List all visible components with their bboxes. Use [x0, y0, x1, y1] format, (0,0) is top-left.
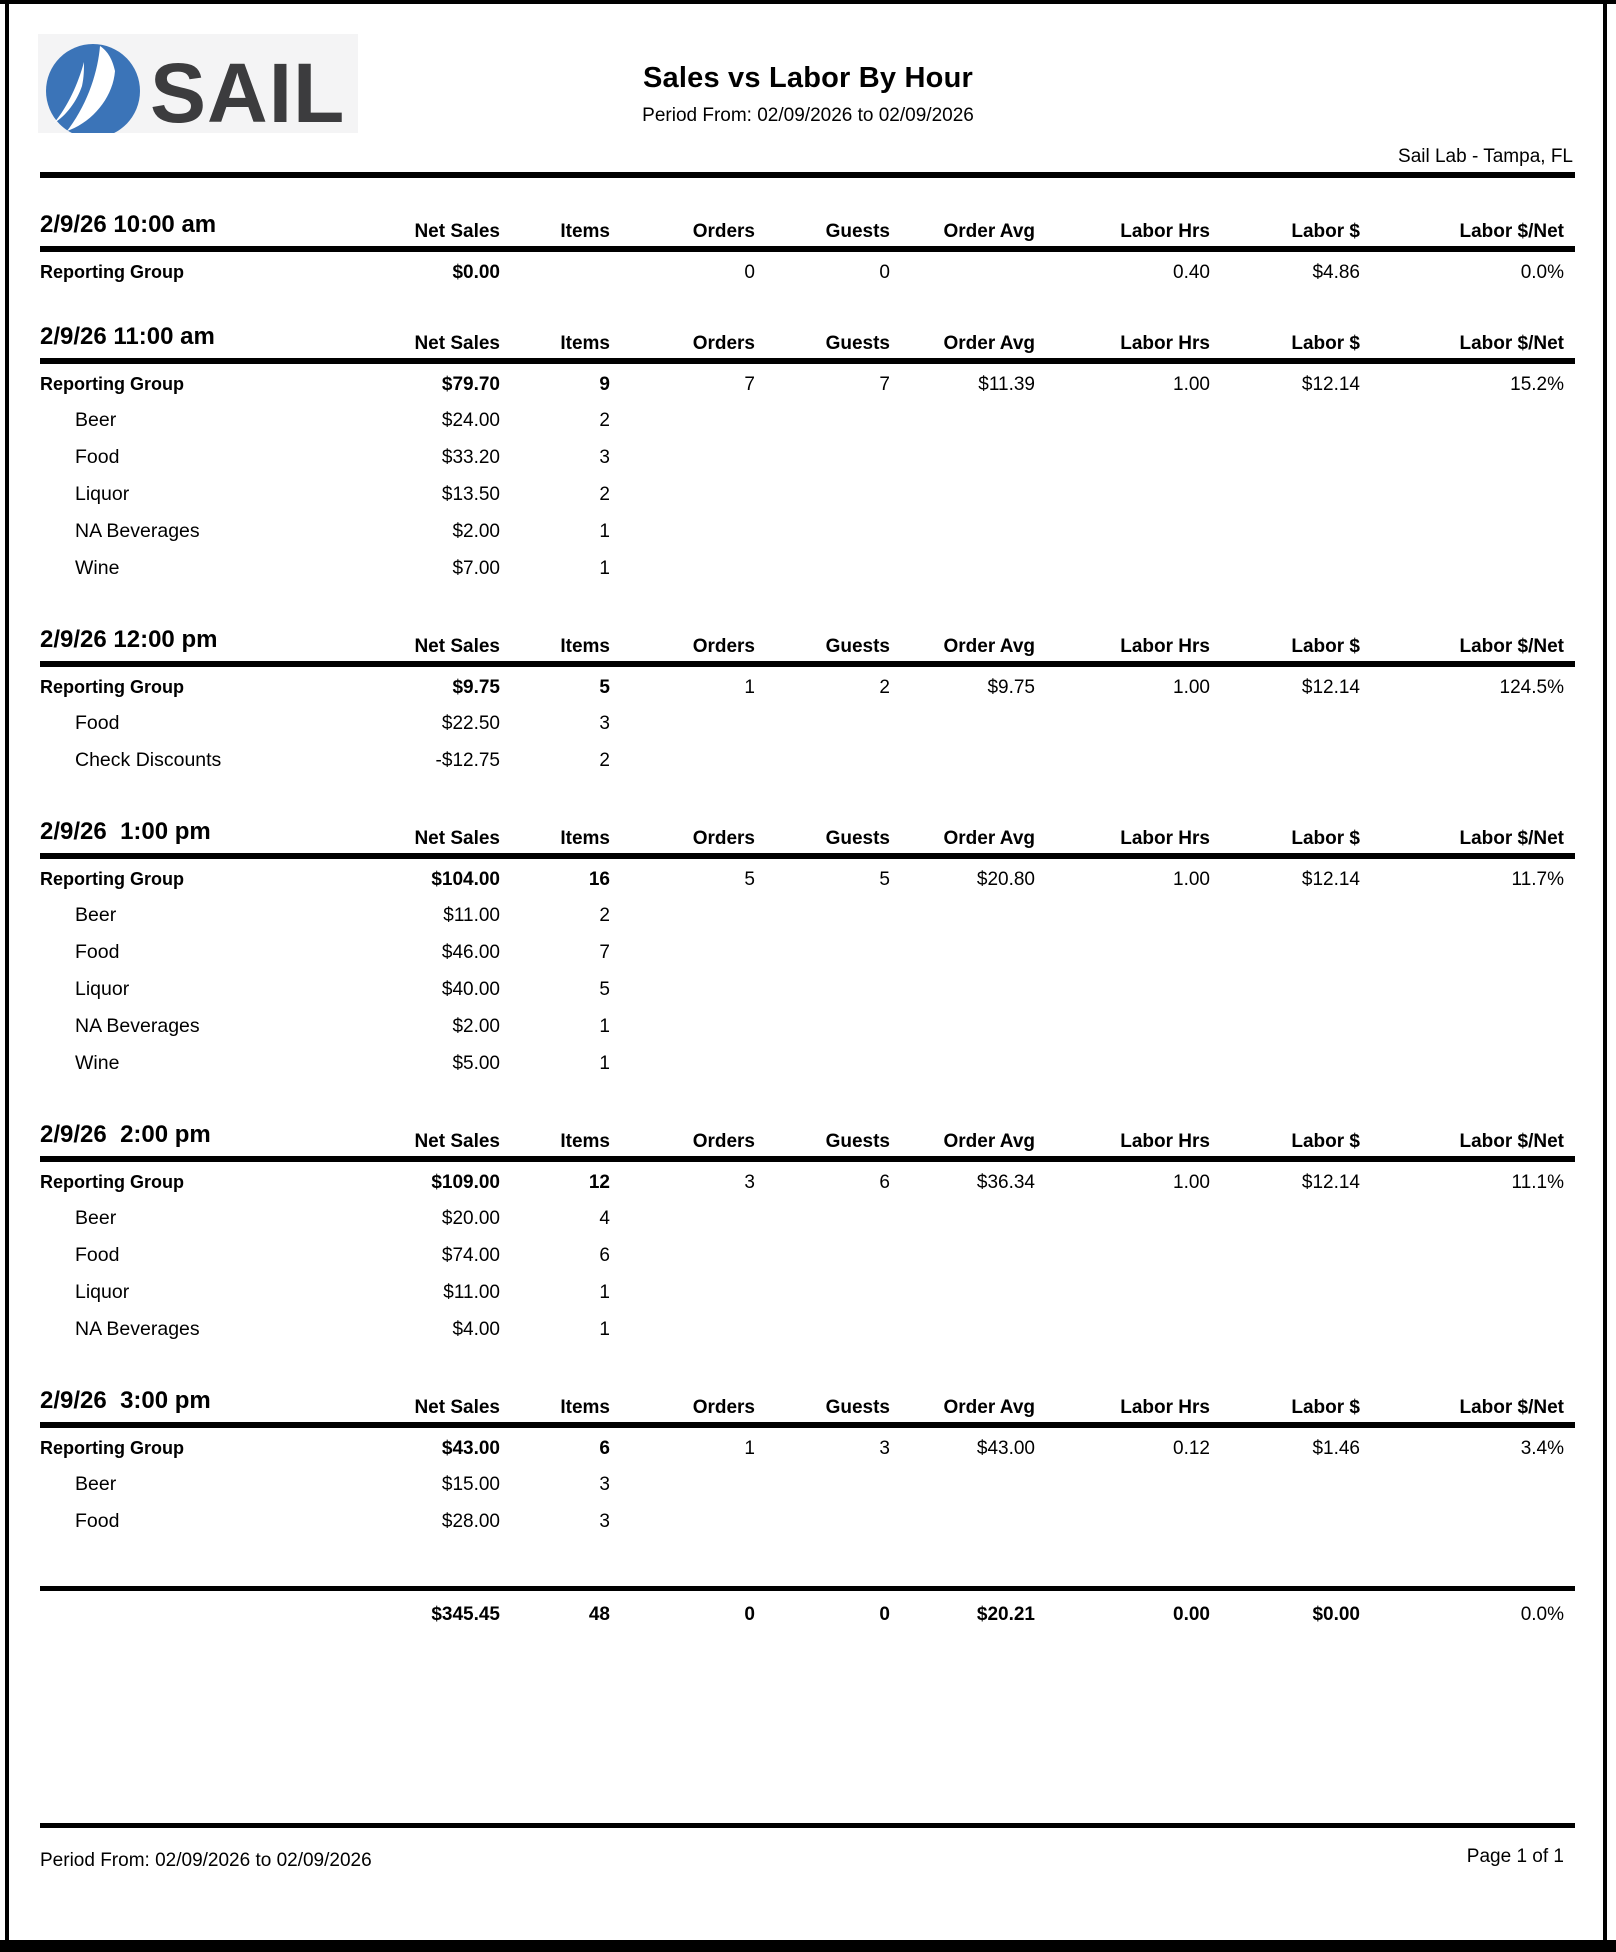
reporting-group-label: Reporting Group	[40, 677, 184, 697]
column-header: Labor $/Net	[1459, 333, 1564, 354]
summary-value: $9.75	[452, 677, 500, 698]
column-header: Labor Hrs	[1120, 333, 1210, 354]
column-header: Guests	[825, 828, 890, 849]
summary-value: 1	[744, 677, 755, 698]
reporting-group-label: Reporting Group	[40, 1438, 184, 1458]
column-header: Labor Hrs	[1120, 636, 1210, 657]
totals-label	[40, 1604, 320, 1626]
totals-row	[40, 1591, 1575, 1626]
summary-value: 0.0%	[1520, 262, 1564, 283]
hour-section	[40, 1121, 1575, 1348]
section-time-label: 2/9/26 12:00 pm	[40, 626, 218, 653]
column-header: Net Sales	[414, 221, 500, 242]
category-items: 1	[599, 1015, 610, 1037]
column-header: Labor Hrs	[1120, 828, 1210, 849]
summary-value	[500, 262, 610, 284]
category-label: Wine	[75, 1052, 120, 1074]
category-label: Liquor	[75, 978, 130, 1000]
category-label: Food	[75, 712, 120, 734]
summary-value: 6	[879, 1172, 890, 1193]
section-header-row	[40, 1387, 1575, 1422]
column-header: Labor Hrs	[1120, 1397, 1210, 1418]
summary-value: 1.00	[1173, 374, 1210, 395]
column-header: Net Sales	[414, 1397, 500, 1418]
column-header: Orders	[692, 1397, 755, 1418]
summary-value: 0.12	[1173, 1438, 1210, 1459]
summary-value: 7	[744, 374, 755, 395]
category-row	[40, 705, 1575, 742]
location-label: Sail Lab - Tampa, FL	[1398, 146, 1573, 167]
hour-section	[40, 818, 1575, 1082]
section-time-label: 2/9/26 3:00 pm	[40, 1387, 211, 1414]
summary-value: 2	[879, 677, 890, 698]
category-row	[40, 742, 1575, 779]
category-items: 3	[599, 1473, 610, 1495]
section-time-label: 2/9/26 10:00 am	[40, 211, 217, 238]
summary-value: 5	[599, 677, 610, 698]
summary-value: $79.70	[441, 374, 500, 395]
summary-value: $0.00	[452, 262, 500, 283]
summary-value: $12.14	[1301, 869, 1360, 890]
category-row	[40, 971, 1575, 1008]
reporting-group-label: Reporting Group	[40, 374, 184, 394]
category-label: Food	[75, 1244, 120, 1266]
column-header: Orders	[692, 828, 755, 849]
column-header: Items	[560, 1397, 610, 1418]
category-label: Beer	[75, 409, 117, 431]
total-value: 0.0%	[1520, 1604, 1564, 1625]
column-header: Labor $	[1291, 828, 1360, 849]
section-time-label: 2/9/26 2:00 pm	[40, 1121, 211, 1148]
category-row	[40, 439, 1575, 476]
category-net-sales: $11.00	[443, 1281, 500, 1303]
summary-value: 0	[879, 262, 890, 283]
column-header: Order Avg	[943, 1131, 1035, 1152]
category-items: 3	[599, 712, 610, 734]
category-label: Food	[75, 446, 120, 468]
reporting-group-row	[40, 1162, 1575, 1194]
category-net-sales: $4.00	[452, 1318, 500, 1340]
column-header: Labor $/Net	[1459, 828, 1564, 849]
category-items: 5	[599, 978, 610, 1000]
category-net-sales: $15.00	[441, 1473, 500, 1495]
category-net-sales: $2.00	[452, 1015, 500, 1037]
column-header: Labor Hrs	[1120, 221, 1210, 242]
summary-value: 3	[879, 1438, 890, 1459]
column-header: Items	[560, 333, 610, 354]
column-header: Orders	[692, 221, 755, 242]
summary-value: 15.2%	[1510, 374, 1564, 395]
summary-value: 9	[599, 374, 610, 395]
category-label: NA Beverages	[75, 1015, 200, 1037]
column-header: Labor $/Net	[1459, 221, 1564, 242]
column-header: Order Avg	[943, 828, 1035, 849]
category-items: 1	[599, 557, 610, 579]
category-label: Liquor	[75, 1281, 130, 1303]
summary-value: $9.75	[987, 677, 1035, 698]
category-row	[40, 1200, 1575, 1237]
total-value: $0.00	[1312, 1604, 1360, 1625]
category-net-sales: $46.00	[441, 941, 500, 963]
summary-value: $4.86	[1312, 262, 1360, 283]
category-net-sales: $74.00	[441, 1244, 500, 1266]
reporting-group-row	[40, 859, 1575, 891]
section-header-row	[40, 818, 1575, 853]
page-border-top	[0, 0, 1616, 4]
column-header: Net Sales	[414, 333, 500, 354]
report-period: Period From: 02/09/2026 to 02/09/2026	[642, 105, 974, 126]
column-header: Guests	[825, 1397, 890, 1418]
summary-value: $20.80	[976, 869, 1035, 890]
category-items: 1	[599, 1281, 610, 1303]
summary-value: 0	[744, 262, 755, 283]
total-value: 0	[879, 1604, 890, 1625]
column-header: Labor $/Net	[1459, 1131, 1564, 1152]
category-net-sales: $5.00	[452, 1052, 500, 1074]
summary-value: 0.40	[1173, 262, 1210, 283]
section-header-row	[40, 626, 1575, 661]
category-label: Food	[75, 1510, 120, 1532]
category-net-sales: $40.00	[441, 978, 500, 1000]
page-border-left	[5, 0, 9, 1944]
column-header: Labor $	[1291, 1131, 1360, 1152]
column-header: Order Avg	[943, 1397, 1035, 1418]
column-header: Guests	[825, 1131, 890, 1152]
summary-value: $109.00	[431, 1172, 500, 1193]
column-header: Items	[560, 636, 610, 657]
total-value: 0.00	[1173, 1604, 1210, 1625]
category-net-sales: $20.00	[441, 1207, 500, 1229]
category-row	[40, 897, 1575, 934]
page-title: Sales vs Labor By Hour	[643, 62, 973, 94]
category-net-sales: $24.00	[441, 409, 500, 431]
category-items: 2	[599, 749, 610, 771]
summary-value: 1	[744, 1438, 755, 1459]
category-net-sales: $7.00	[452, 557, 500, 579]
category-net-sales: $28.00	[441, 1510, 500, 1532]
column-header: Labor $	[1291, 1397, 1360, 1418]
page-border-bottom	[0, 1940, 1616, 1952]
category-row	[40, 550, 1575, 587]
category-row	[40, 1503, 1575, 1540]
summary-value: $43.00	[441, 1438, 500, 1459]
column-header: Items	[560, 1131, 610, 1152]
category-net-sales: $33.20	[441, 446, 500, 468]
section-header-row	[40, 323, 1575, 358]
page-border-right	[1603, 0, 1607, 1944]
summary-value: 5	[744, 869, 755, 890]
title-block	[0, 62, 1616, 127]
hour-section	[40, 211, 1575, 284]
column-header: Labor $	[1291, 221, 1360, 242]
category-row	[40, 1045, 1575, 1082]
column-header: Orders	[692, 1131, 755, 1152]
category-label: Food	[75, 941, 120, 963]
category-items: 4	[599, 1207, 610, 1229]
reporting-group-label: Reporting Group	[40, 1172, 184, 1192]
page-footer	[40, 1823, 1575, 1872]
column-header: Order Avg	[943, 221, 1035, 242]
summary-value: 1.00	[1173, 677, 1210, 698]
summary-value: $104.00	[431, 869, 500, 890]
total-value: 0	[744, 1604, 755, 1625]
category-items: 2	[599, 904, 610, 926]
category-net-sales: $11.00	[443, 904, 500, 926]
category-net-sales: -$12.75	[435, 749, 500, 771]
category-items: 3	[599, 446, 610, 468]
page-number: Page 1 of 1	[1466, 1846, 1564, 1867]
summary-value: 124.5%	[1499, 677, 1564, 698]
total-value: $20.21	[976, 1604, 1035, 1625]
summary-value	[890, 262, 1035, 284]
hour-section	[40, 1387, 1575, 1540]
summary-value: 11.7%	[1511, 869, 1564, 890]
summary-value: $1.46	[1312, 1438, 1360, 1459]
reporting-group-row	[40, 252, 1575, 284]
summary-value: $12.14	[1301, 1172, 1360, 1193]
category-row	[40, 1274, 1575, 1311]
column-header: Net Sales	[414, 1131, 500, 1152]
category-label: NA Beverages	[75, 1318, 200, 1340]
column-header: Labor $/Net	[1459, 636, 1564, 657]
category-row	[40, 1466, 1575, 1503]
category-net-sales: $13.50	[441, 483, 500, 505]
category-row	[40, 476, 1575, 513]
header-divider	[40, 172, 1575, 178]
column-header: Order Avg	[943, 333, 1035, 354]
summary-value: $36.34	[976, 1172, 1035, 1193]
column-header: Guests	[825, 636, 890, 657]
sections	[40, 211, 1575, 1626]
reporting-group-row	[40, 364, 1575, 396]
summary-value: 16	[588, 869, 610, 890]
hour-section	[40, 626, 1575, 779]
reporting-group-label: Reporting Group	[40, 869, 184, 889]
summary-value: 1.00	[1173, 1172, 1210, 1193]
category-items: 6	[599, 1244, 610, 1266]
column-header: Guests	[825, 221, 890, 242]
summary-value: 12	[588, 1172, 610, 1193]
reporting-group-label: Reporting Group	[40, 262, 184, 282]
category-label: Beer	[75, 1207, 117, 1229]
category-label: Liquor	[75, 483, 130, 505]
summary-value: 3	[744, 1172, 755, 1193]
category-row	[40, 934, 1575, 971]
category-label: Beer	[75, 904, 117, 926]
section-header-row	[40, 1121, 1575, 1156]
column-header: Order Avg	[943, 636, 1035, 657]
column-header: Guests	[825, 333, 890, 354]
svg-text:SAIL: SAIL	[150, 46, 346, 133]
column-header: Items	[560, 828, 610, 849]
category-row	[40, 513, 1575, 550]
column-header: Labor $	[1291, 333, 1360, 354]
section-header-row	[40, 211, 1575, 246]
category-items: 1	[599, 520, 610, 542]
category-label: Beer	[75, 1473, 117, 1495]
column-header: Labor Hrs	[1120, 1131, 1210, 1152]
category-items: 1	[599, 1052, 610, 1074]
category-label: NA Beverages	[75, 520, 200, 542]
category-items: 1	[599, 1318, 610, 1340]
reporting-group-row	[40, 667, 1575, 699]
summary-value: $43.00	[976, 1438, 1035, 1459]
category-net-sales: $2.00	[452, 520, 500, 542]
column-header: Labor $	[1291, 636, 1360, 657]
section-time-label: 2/9/26 1:00 pm	[40, 818, 211, 845]
column-header: Orders	[692, 333, 755, 354]
category-items: 2	[599, 409, 610, 431]
column-header: Net Sales	[414, 828, 500, 849]
column-header: Items	[560, 221, 610, 242]
category-row	[40, 402, 1575, 439]
summary-value: 5	[879, 869, 890, 890]
summary-value: $12.14	[1301, 374, 1360, 395]
summary-value: 11.1%	[1511, 1172, 1564, 1193]
summary-value: $11.39	[978, 374, 1035, 395]
category-row	[40, 1008, 1575, 1045]
summary-value: 7	[879, 374, 890, 395]
category-items: 2	[599, 483, 610, 505]
summary-value: 1.00	[1173, 869, 1210, 890]
category-label: Wine	[75, 557, 120, 579]
footer-period-label: Period From: 02/09/2026 to 02/09/2026	[40, 1850, 372, 1871]
summary-value: 6	[599, 1438, 610, 1459]
total-value: $345.45	[431, 1604, 500, 1625]
category-net-sales: $22.50	[441, 712, 500, 734]
hour-section	[40, 323, 1575, 587]
category-items: 3	[599, 1510, 610, 1532]
summary-value: $12.14	[1301, 677, 1360, 698]
reporting-group-row	[40, 1428, 1575, 1460]
summary-value: 3.4%	[1520, 1438, 1564, 1459]
column-header: Orders	[692, 636, 755, 657]
category-label: Check Discounts	[75, 749, 222, 771]
total-value: 48	[588, 1604, 610, 1625]
category-items: 7	[599, 941, 610, 963]
column-header: Labor $/Net	[1459, 1397, 1564, 1418]
category-row	[40, 1237, 1575, 1274]
section-time-label: 2/9/26 11:00 am	[40, 323, 215, 350]
category-row	[40, 1311, 1575, 1348]
column-header: Net Sales	[414, 636, 500, 657]
